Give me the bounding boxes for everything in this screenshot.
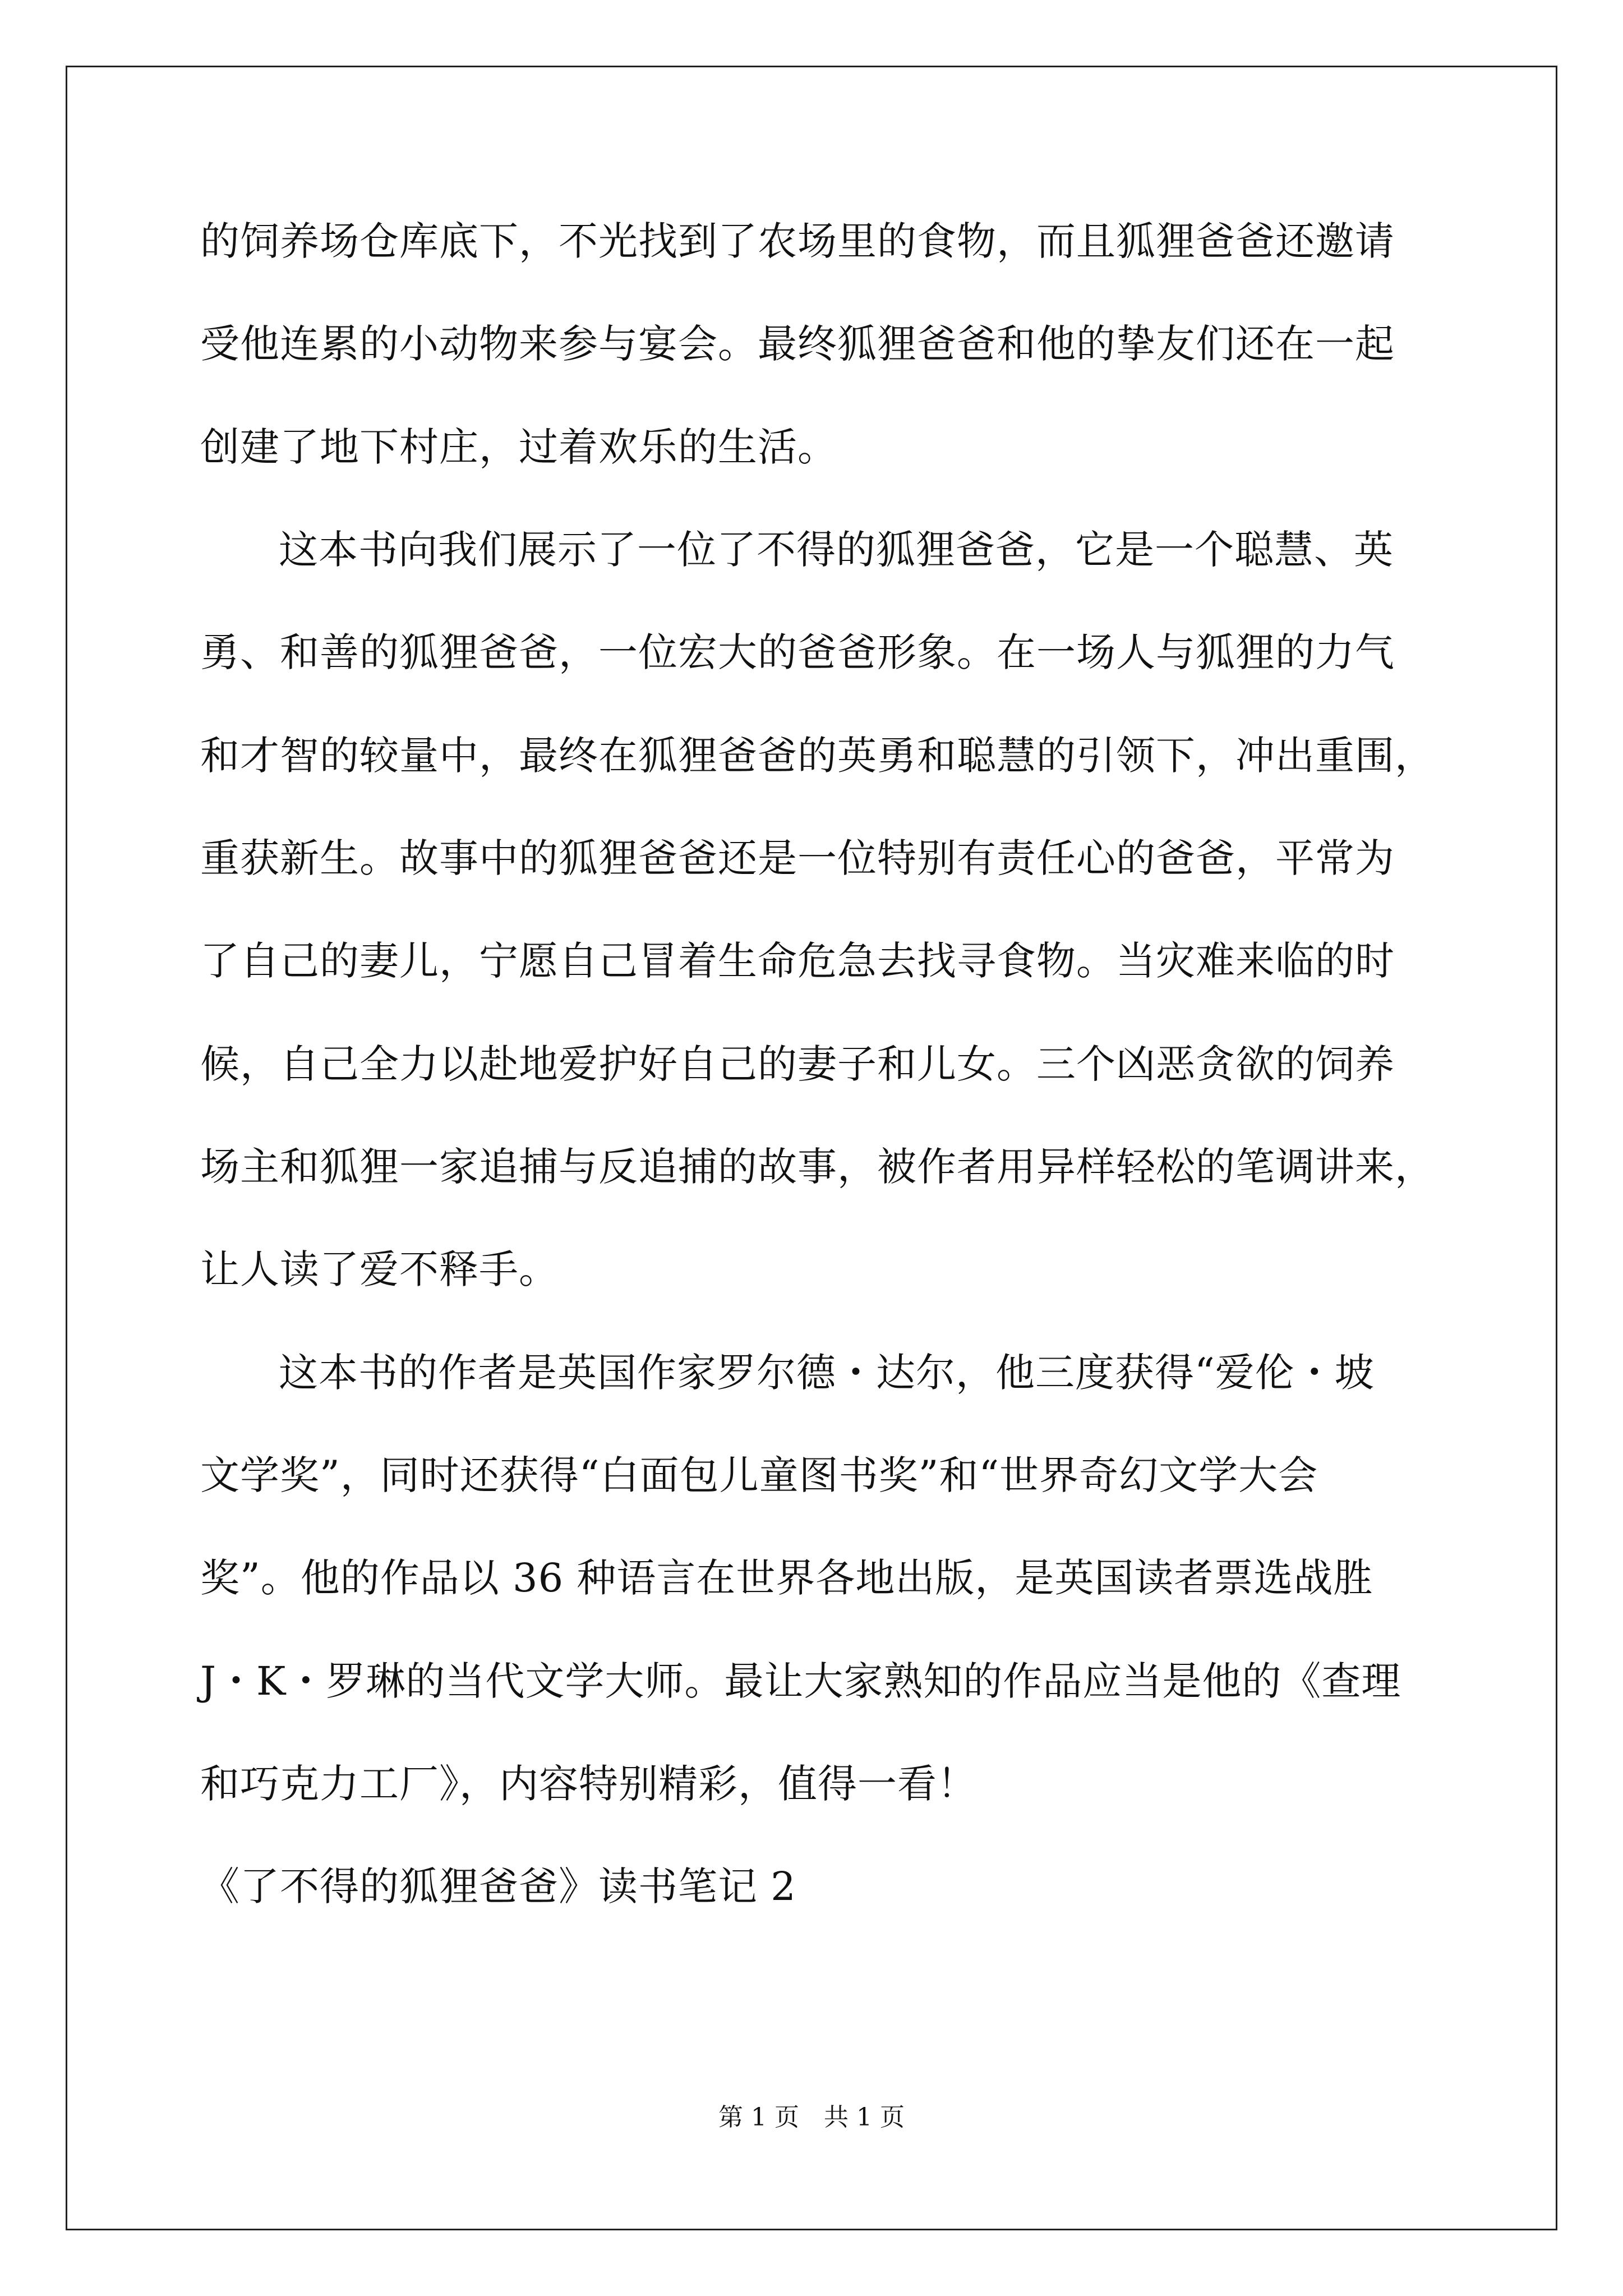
text-line: 和巧克力工厂》，内容特别精彩，值得一看！ [200, 1761, 977, 1807]
text-line: 候，自己全力以赴地爱护好自己的妻子和儿女。三个凶恶贪欲的饲养 [200, 1041, 1395, 1087]
page-footer: 第 1 页 共 1 页 [718, 2103, 905, 2132]
text-line: 了自己的妻儿，宁愿自己冒着生命危急去找寻食物。当灾难来临的时 [200, 938, 1395, 984]
text-line: 场主和狐狸一家追捕与反追捕的故事，被作者用异样轻松的笔调讲来， [200, 1144, 1435, 1190]
text-line: 让人读了爱不释手。 [200, 1246, 559, 1292]
text-line: 文学奖”，同时还获得“白面包儿童图书奖”和“世界奇幻文学大会 [200, 1452, 1318, 1498]
paragraph-first-line: 这本书向我们展示了一位了不得的狐狸爸爸，它是一个聪慧、英 [279, 527, 1394, 573]
text-line: 重获新生。故事中的狐狸爸爸还是一位特别有责任心的爸爸，平常为 [200, 835, 1395, 881]
text-line: 和才智的较量中，最终在狐狸爸爸的英勇和聪慧的引领下，冲出重围， [200, 733, 1435, 779]
text-line: 受他连累的小动物来参与宴会。最终狐狸爸爸和他的挚友们还在一起 [200, 321, 1395, 367]
paragraph-first-line: 这本书的作者是英国作家罗尔德・达尔，他三度获得“爱伦・坡 [279, 1350, 1375, 1396]
text-line: 勇、和善的狐狸爸爸，一位宏大的爸爸形象。在一场人与狐狸的力气 [200, 629, 1395, 675]
text-line: 奖”。他的作品以 36 种语言在世界各地出版，是英国读者票选战胜 [200, 1555, 1373, 1601]
section-heading: 《了不得的狐狸爸爸》读书笔记 2 [200, 1864, 796, 1910]
text-line: 的饲养场仓库底下，不光找到了农场里的食物，而且狐狸爸爸还邀请 [200, 218, 1395, 264]
text-line: J・K・罗琳的当代文学大师。最让大家熟知的作品应当是他的《查理 [200, 1658, 1401, 1704]
text-line: 创建了地下村庄，过着欢乐的生活。 [200, 424, 837, 470]
